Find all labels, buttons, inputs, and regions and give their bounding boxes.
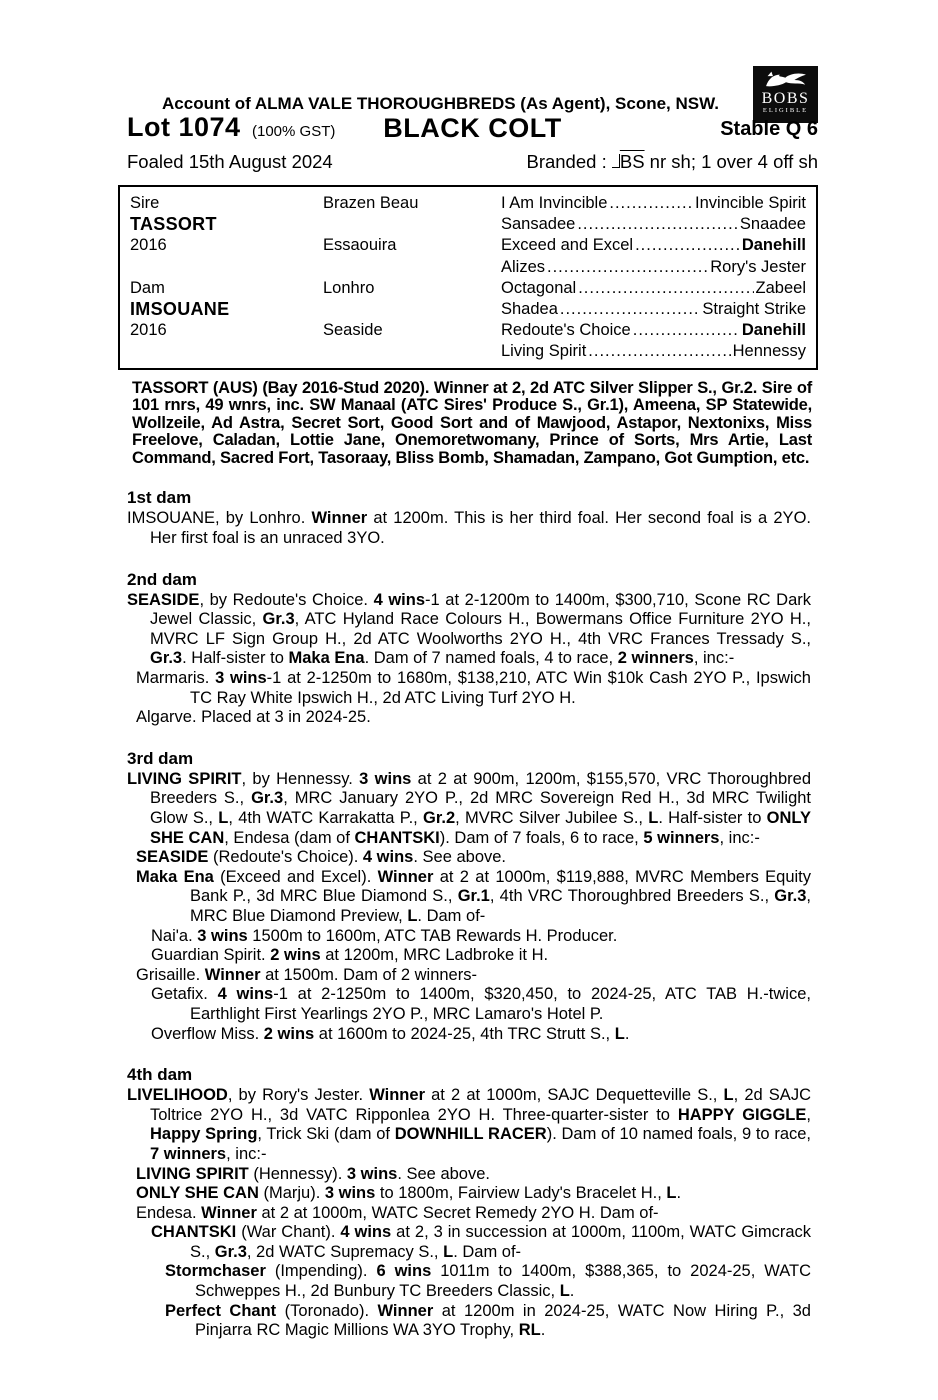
account-line: Account of ALMA VALE THOROUGHBREDS (As Agent), Scone, NSW. xyxy=(162,94,719,113)
pedigree-paragraph: Overflow Miss. 2 wins at 1600m to 2024-25, 4th TRC Strutt S., L. xyxy=(151,1024,630,1043)
brand-glyph-icon xyxy=(612,154,620,168)
dot-leader xyxy=(588,341,730,362)
pedigree-entry-name: Sire xyxy=(130,194,160,212)
pedigree-ancestor-line xyxy=(501,193,806,214)
pedigree-paragraph: SEASIDE (Redoute's Choice). 4 wins. See above. xyxy=(136,848,507,867)
pedigree-paragraph: LIVING SPIRIT, by Hennessy. 3 wins at 2 at 900m, 1200m, $155,570, VRC Thoroughbred Breeders S., Gr.3, MRC January 2YO P., 2d MRC Sovereign Red H., 3d MRC Twilight Glow S., L, 4th WATC Karrakatta P., Gr.2, MVRC Silver Jubilee S., L. Half-sister to ONLY SHE CAN, Endesa (dam of CHANTSKI). Dam of 7 foals, 6 to race, 5 winners, inc:- xyxy=(127,769,812,847)
pedigree-entry-name: 2016 xyxy=(130,321,167,340)
great-grandsire-name: Hennessy xyxy=(732,342,806,361)
horse-description: BLACK COLT xyxy=(383,113,562,143)
great-grandsire-name: Snaadee xyxy=(739,215,806,234)
great-grandsire-name: Invincible Spirit xyxy=(695,194,806,212)
pedigree-entry-name: Dam xyxy=(130,278,165,297)
pedigree-parent-name: Seaside xyxy=(323,321,383,340)
branded-prefix: Branded : xyxy=(526,151,612,172)
pedigree-ancestor-line xyxy=(501,299,806,320)
great-grandsire-name: Rory's Jester xyxy=(710,257,806,276)
grandsire-name: I Am Invincible xyxy=(501,194,608,212)
pedigree-row xyxy=(130,299,806,320)
pedigree-parent-name: Brazen Beau xyxy=(323,194,419,212)
grandsire-name: Alizes xyxy=(501,257,546,276)
pedigree-paragraph: Marmaris. 3 wins-1 at 2-1250m to 1680m, $138,210, ATC Win $10k Cash 2YO P., Ipswich TC Ray White Ipswich H., 2d ATC Living Turf 2YO H. xyxy=(136,669,811,707)
grandsire-name: Shadea xyxy=(501,299,558,318)
pedigree-paragraph: Endesa. Winner at 2 at 1000m, WATC Secret Remedy 2YO H. Dam of- xyxy=(136,1203,659,1222)
pedigree-ancestor-line xyxy=(501,214,806,235)
pedigree-paragraph: Maka Ena (Exceed and Excel). Winner at 2 at 1000m, $119,888, MVRC Members Equity Bank P., 3d MRC Blue Diamond S., Gr.1, 4th VRC Thoroughbred Breeders S., Gr.3, MRC Blue Diamond Preview, L. Dam of- xyxy=(136,867,812,925)
pedigree-paragraph: Perfect Chant (Toronado). Winner at 1200m in 2024-25, WATC Now Hiring P., 3d Pinjarra RC Magic Millions WA 3YO Trophy, RL. xyxy=(165,1301,811,1340)
pedigree-paragraph: Getafix. 4 wins-1 at 2-1250m to 1400m, $320,450, to 2024-25, ATC TAB H.-twice, Earthlight First Yearlings 2YO P., MRC Lamaro's Hotel P. xyxy=(151,985,811,1023)
pedigree-ancestor-line xyxy=(501,235,806,256)
pedigree-sections xyxy=(118,488,818,1340)
pedigree-paragraph: IMSOUANE, by Lonhro. Winner at 1200m. This is her third foal. Her second foal is a 2YO. Her first foal is an unraced 3YO. xyxy=(127,509,811,548)
pedigree-parent-name: Lonhro xyxy=(323,278,375,297)
pedigree-paragraph: SEASIDE, by Redoute's Choice. 4 wins-1 at 2-1200m to 1400m, $300,710, Scone RC Dark Jewel Classic, Gr.3, ATC Hyland Race Colours H., Bowermans Office Furniture 2YO H., MVRC LF Sign Group H., 2d ATC Woolworths 2YO H., 4th VRC Frances Tressady S., Gr.3. Half-sister to Maka Ena. Dam of 7 named foals, 4 to race, 2 winners, inc:- xyxy=(127,590,811,668)
pedigree-parent-name xyxy=(323,214,501,235)
bobs-logo-title: BOBS xyxy=(761,90,810,107)
pedigree-paragraph: Stormchaser (Impending). 6 wins 1011m to 1400m, $388,365, to 2024-25, WATC Schweppes H., 2d Bunbury TC Breeders Classic, L. xyxy=(165,1262,812,1301)
pedigree-entry-name: IMSOUANE xyxy=(130,298,230,319)
foaled-branded-row xyxy=(127,151,818,173)
pedigree-parent-name: Essaouira xyxy=(323,236,397,255)
pedigree-row xyxy=(130,235,806,256)
grandsire-name: Octagonal xyxy=(501,278,577,297)
pedigree-paragraph: Guardian Spirit. 2 wins at 1200m, MRC Ladbroke it H. xyxy=(151,946,549,965)
branded-suffix: nr sh; 1 over 4 off sh xyxy=(644,151,818,172)
pedigree-entry-name: TASSORT xyxy=(130,214,217,235)
pedigree-ancestor-line xyxy=(501,257,806,278)
pedigree-paragraph: LIVELIHOOD, by Rory's Jester. Winner at 2 at 1000m, SAJC Dequetteville S., L, 2d SAJC Toltrice 2YO H., 3d VATC Ripponlea 2YO H. Three-quarter-sister to HAPPY GIGGLE, Happy Spring, Trick Ski (dam of DOWNHILL RACER). Dam of 10 named foals, 9 to race, 7 winners, inc:- xyxy=(127,1086,812,1163)
section-heading: 2nd dam xyxy=(127,569,197,589)
great-grandsire-name: Danehill xyxy=(741,236,806,255)
pedigree-parent-name xyxy=(323,299,501,320)
great-grandsire-name: Straight Strike xyxy=(702,299,806,318)
pedigree-row xyxy=(130,214,806,235)
pedigree-row xyxy=(130,341,806,362)
pedigree-table xyxy=(118,185,818,370)
foaled-date: Foaled 15th August 2024 xyxy=(127,151,333,172)
grandsire-name: Exceed and Excel xyxy=(501,236,634,255)
brand-mark: $\overline{BS}$ xyxy=(619,151,645,172)
pedigree-paragraph: CHANTSKI (War Chant). 4 wins at 2, 3 in succession at 1000m, 1100m, WATC Gimcrack S., Gr.3, 2d WATC Supremacy S., L. Dam of- xyxy=(151,1223,811,1261)
pedigree-paragraph: LIVING SPIRIT (Hennessy). 3 wins. See above. xyxy=(136,1164,490,1183)
pedigree-row xyxy=(130,320,806,341)
pedigree-row xyxy=(130,278,806,299)
dot-leader xyxy=(547,257,708,278)
pedigree-paragraph: Algarve. Placed at 3 in 2024-25. xyxy=(136,708,371,727)
lot-number: Lot 1074 xyxy=(127,112,241,142)
branded-line xyxy=(526,151,818,173)
pedigree-entry-name: 2016 xyxy=(130,236,167,255)
bobs-logo-subtitle: ELIGIBLE xyxy=(762,107,809,114)
gst-note: (100% GST) xyxy=(252,123,336,140)
pedigree-paragraph: Grisaille. Winner at 1500m. Dam of 2 winners- xyxy=(136,965,477,984)
lot-row xyxy=(127,112,818,144)
grandsire-name: Sansadee xyxy=(501,215,576,234)
section-heading: 4th dam xyxy=(127,1065,193,1085)
dot-leader xyxy=(635,235,740,256)
dot-leader xyxy=(633,320,740,341)
sire-summary: TASSORT (AUS) (Bay 2016-Stud 2020). Winner at 2, 2d ATC Silver Slipper S., Gr.2. Sire of 101 rnrs, 49 wnrs, inc. SW Manaal (ATC Sires' Produce S., Gr.1), Ameena, SP Statewide, Wollzeile, Ad Astra, Secret Sort, Good Sort and of Mawjood, Astapor, Nextonixs, Miss Freelove, Caladan, Lottie Jane, Onemoretwomany, Prince of Sorts, Mrs Artie, Last Command, Sacred Fort, Tasoraay, Bliss Bomb, Shamadan, Zampano, Got Gumption, etc. xyxy=(132,378,812,467)
pedigree-ancestor-line xyxy=(501,278,806,299)
pedigree-ancestor-line xyxy=(501,320,806,341)
section-heading: 1st dam xyxy=(127,488,192,508)
horse-head-icon xyxy=(753,69,818,91)
pedigree-paragraph: Nai'a. 3 wins 1500m to 1600m, ATC TAB Rewards H. Producer. xyxy=(151,926,618,945)
stable-number: Stable Q 6 xyxy=(720,118,818,140)
pedigree-ancestor-line xyxy=(501,341,806,362)
dot-leader xyxy=(609,193,693,214)
grandsire-name: Redoute's Choice xyxy=(501,321,631,340)
pedigree-entry-name xyxy=(130,341,323,362)
pedigree-entry-name xyxy=(130,257,323,278)
pedigree-row xyxy=(130,257,806,278)
page-header xyxy=(118,60,818,185)
dot-leader xyxy=(577,214,738,235)
pedigree-parent-name xyxy=(323,341,501,362)
great-grandsire-name: Danehill xyxy=(741,321,806,340)
dot-leader xyxy=(578,278,753,299)
section-heading: 3rd dam xyxy=(127,748,194,768)
grandsire-name: Living Spirit xyxy=(501,342,587,361)
pedigree-paragraph: ONLY SHE CAN (Marju). 3 wins to 1800m, Fairview Lady's Bracelet H., L. xyxy=(136,1184,682,1203)
pedigree-parent-name xyxy=(323,257,501,278)
pedigree-row xyxy=(130,193,806,214)
page-content xyxy=(118,60,818,1341)
great-grandsire-name: Zabeel xyxy=(755,278,806,297)
dot-leader xyxy=(560,299,700,320)
